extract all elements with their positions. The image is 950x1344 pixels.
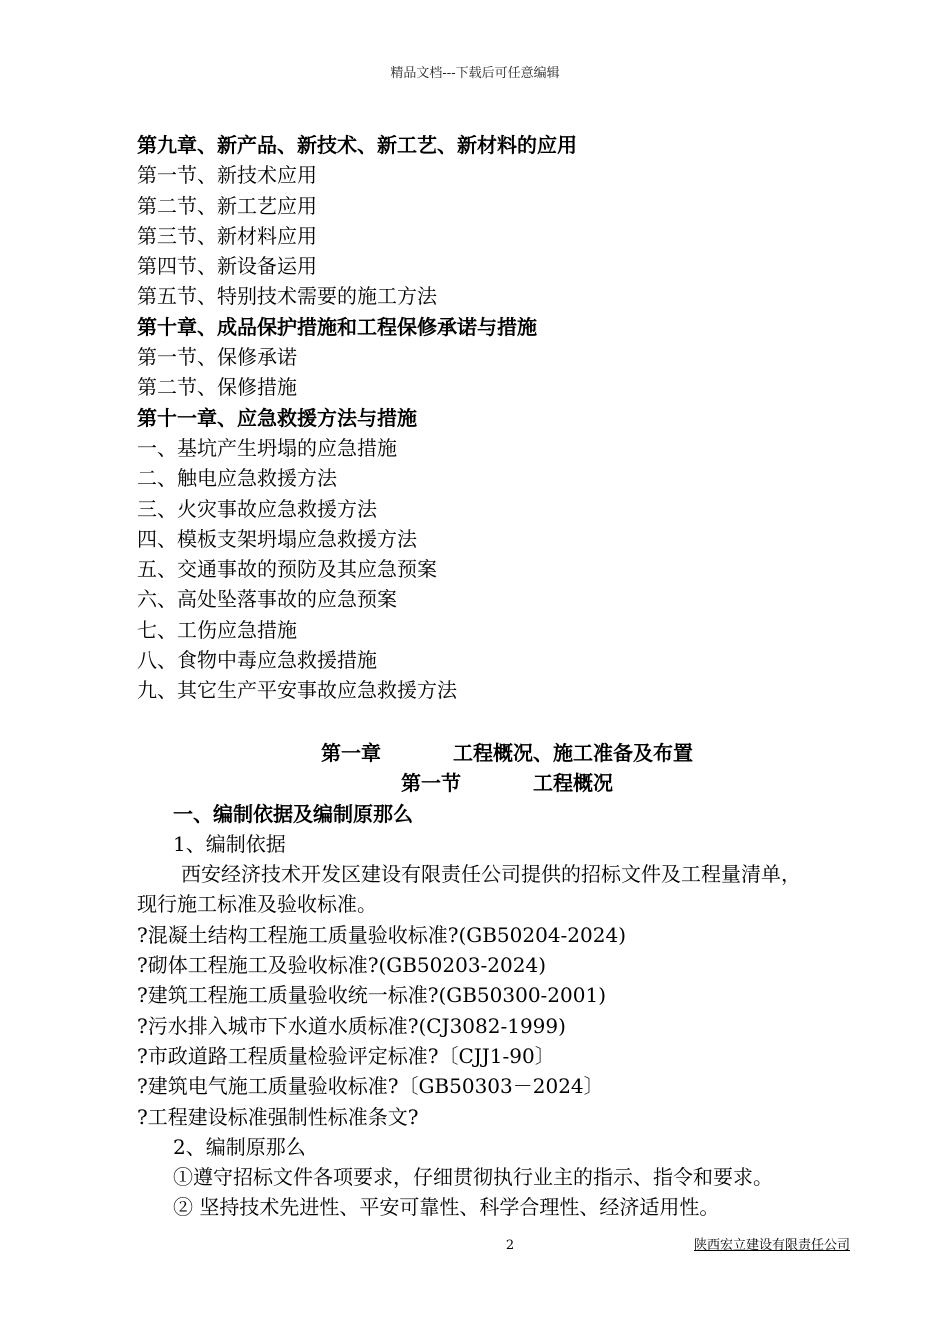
principle-item: ①遵守招标文件各项要求，仔细贯彻执行业主的指示、指令和要求。: [173, 1165, 773, 1190]
section-heading: [137, 768, 877, 798]
standard-item: ?工程建设标准强制性标准条文?: [137, 1104, 419, 1129]
toc-entry: 一、基坑产生坍塌的应急措施: [137, 435, 397, 460]
basis-paragraph-line1: 西安经济技术开发区建设有限责任公司提供的招标文件及工程量清单，: [181, 862, 801, 887]
toc-entry: 四、模板支架坍塌应急救援方法: [137, 526, 417, 551]
toc-entry: 第二节、新工艺应用: [137, 193, 317, 218]
toc-entry: 第一节、新技术应用: [137, 163, 317, 188]
toc-entry: 第二节、保修措施: [137, 375, 297, 400]
chapter-title: 工程概况、施工准备及布置: [453, 741, 693, 765]
toc-entry: 第三节、新材料应用: [137, 223, 317, 248]
page-number: 2: [505, 1238, 515, 1253]
document-body: [137, 738, 877, 1223]
toc-entry: 第四节、新设备运用: [137, 254, 317, 279]
standards-list: [137, 920, 877, 1132]
principles-list: [137, 1162, 877, 1223]
toc-entry: 六、高处坠落事故的应急预案: [137, 587, 397, 612]
toc-entry: 九、其它生产平安事故应急救援方法: [137, 678, 457, 703]
heading-basis-principles: 一、编制依据及编制原那么: [173, 801, 413, 826]
toc-entry: 三、火灾事故应急救援方法: [137, 496, 377, 521]
section-number: 第一节: [401, 771, 461, 796]
standard-item: ?建筑工程施工质量验收统一标准?(GB50300-2001): [137, 983, 607, 1008]
standard-item: ?市政道路工程质量检验评定标准?〔CJJ1-90〕: [137, 1043, 555, 1068]
chapter-number: 第一章: [321, 741, 381, 765]
toc-entry: 八、食物中毒应急救援措施: [137, 648, 377, 673]
toc-chapter: 第十章、成品保护措施和工程保修承诺与措施: [137, 314, 537, 339]
toc-chapter: 第十一章、应急救援方法与措施: [137, 405, 417, 430]
page-header: 精品文档---下载后可任意编辑: [390, 66, 560, 81]
toc-entry: 第五节、特别技术需要的施工方法: [137, 284, 437, 309]
toc-entry: 第一节、保修承诺: [137, 345, 297, 370]
subheading-principles: 2、编制原那么: [173, 1134, 306, 1159]
principle-item: ② 坚持技术先进性、平安可靠性、科学合理性、经济适用性。: [173, 1195, 720, 1220]
standard-item: ?砌体工程施工及验收标准?(GB50203-2024): [137, 953, 547, 978]
toc-entry: 二、触电应急救援方法: [137, 466, 337, 491]
chapter-heading: [137, 738, 877, 768]
basis-paragraph-line2: 现行施工标准及验收标准。: [137, 892, 377, 917]
standard-item: ?混凝土结构工程施工质量验收标准?(GB50204-2024): [137, 922, 627, 947]
toc-entry: 五、交通事故的预防及其应急预案: [137, 557, 437, 582]
standard-item: ?建筑电气施工质量验收标准?〔GB50303－2024〕: [137, 1074, 604, 1099]
toc-chapter: 第九章、新产品、新技术、新工艺、新材料的应用: [137, 133, 577, 157]
section-title: 工程概况: [533, 771, 613, 796]
toc-entry: 七、工伤应急措施: [137, 617, 297, 642]
standard-item: ?污水排入城市下水道水质标准?(CJ3082-1999): [137, 1013, 566, 1038]
footer-company: 陕西宏立建设有限责任公司: [693, 1238, 850, 1253]
table-of-contents: [137, 130, 877, 706]
subheading-basis: 1、编制依据: [173, 831, 286, 856]
